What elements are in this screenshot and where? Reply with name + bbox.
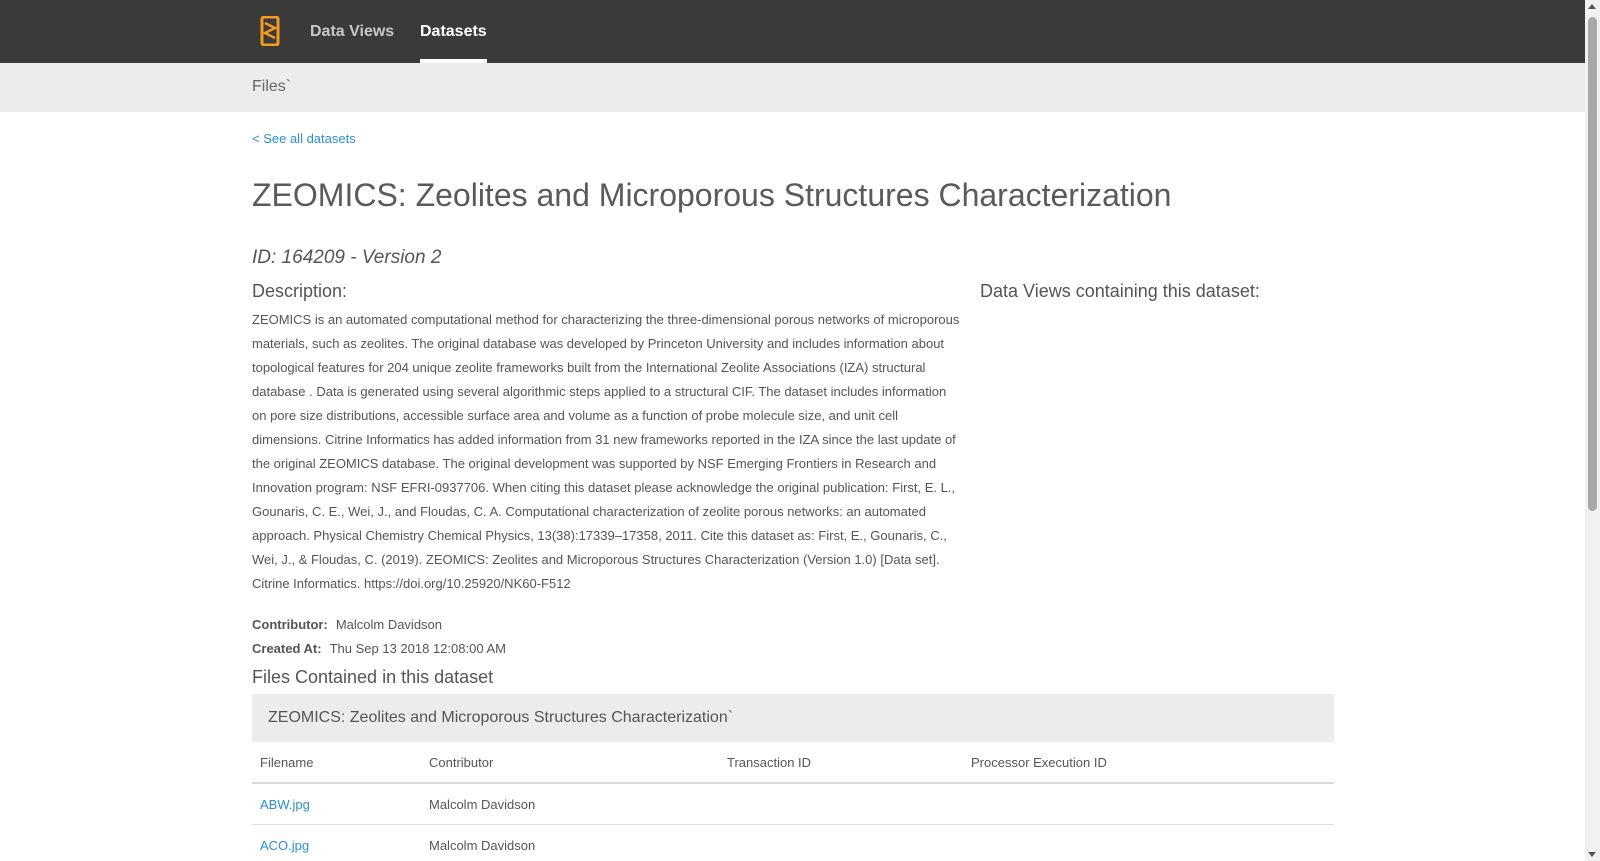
scroll-down-arrow-icon[interactable] (1588, 852, 1596, 857)
description-text: ZEOMICS is an automated computational method for characterizing the three-dimensional porous networks of microporous materials, such as zeolites. The original database was developed by Princeton University and includes information about topological features for 204 unique zeolite frameworks built from the International Zeolite Associations (IZA) structural database . Data is generated using several algorithmic steps applied to a structural CIF. The dataset includes information on pore size distributions, accessible surface area and volume as a function of probe molecule size, and unit cell dimensions. Citrine Informatics has added information from 31 new frameworks reported in the IZA since the last update of the original ZEOMICS database. The original development was supported by NSF Emerging Frontiers in Research and Innovation program: NSF EFRI-0937706. When citing this dataset please acknowledge the original publication: First, E. L., Gounaris, C. E., Wei, J., and Floudas, C. A. Computational characterization of zeolite porous networks: an automated approach. Physical Chemistry Chemical Physics, 13(38):17339–17358, 2011. Cite this dataset as: First, E., Gounaris, C., Wei, J., & Floudas, C. (2019). ZEOMICS: Zeolites and Microporous Structures Characterization (Version 1.0) [Data set]. Citrine Informatics. https://doi.org/10.25920/NK60-F512 (252, 312, 960, 591)
files-table (252, 742, 1334, 861)
contributor-row (252, 617, 442, 632)
table-header-row (252, 742, 1334, 784)
sub-header-title: Files` (252, 78, 292, 95)
created-at-row (252, 641, 506, 656)
column-header-filename: Filename (260, 755, 314, 770)
column-header-transaction-id: Transaction ID (727, 755, 812, 770)
description-heading: Description: (252, 281, 348, 301)
nav-item-datasets[interactable]: Datasets (420, 0, 487, 63)
vertical-scrollbar[interactable] (1585, 0, 1600, 861)
files-heading: Files Contained in this dataset (252, 667, 494, 687)
file-contributor: Malcolm Davidson (429, 838, 536, 853)
files-panel-header (252, 694, 1334, 742)
dataset-id-version: ID: 164209 - Version 2 (252, 247, 442, 268)
table-row (252, 784, 1334, 825)
file-contributor: Malcolm Davidson (429, 797, 536, 812)
file-link[interactable]: ABW.jpg (260, 797, 310, 812)
scroll-up-arrow-icon[interactable] (1588, 4, 1596, 9)
data-views-heading: Data Views containing this dataset: (980, 281, 1260, 301)
created-at-label: Created At: (252, 641, 322, 656)
scrollbar-thumb[interactable] (1588, 17, 1597, 511)
contributor-value: Malcolm Davidson (335, 617, 443, 632)
files-panel-title: ZEOMICS: Zeolites and Microporous Structures Characterization` (268, 709, 734, 726)
file-link[interactable]: ACO.jpg (260, 838, 310, 853)
column-header-processor-execution-id: Processor Execution ID (971, 755, 1107, 770)
table-row (252, 825, 1334, 861)
sub-header (0, 63, 1585, 112)
nav-item-data-views[interactable]: Data Views (310, 23, 395, 40)
column-header-contributor: Contributor (429, 755, 494, 770)
page-title: ZEOMICS: Zeolites and Microporous Structures Characterization (252, 177, 1172, 213)
see-all-datasets-link[interactable]: < See all datasets (252, 131, 356, 146)
contributor-label: Contributor: (252, 617, 328, 632)
created-at-value: Thu Sep 13 2018 12:08:00 AM (329, 641, 506, 656)
dataset-logo-icon[interactable] (260, 16, 280, 46)
top-navbar (0, 0, 1585, 63)
